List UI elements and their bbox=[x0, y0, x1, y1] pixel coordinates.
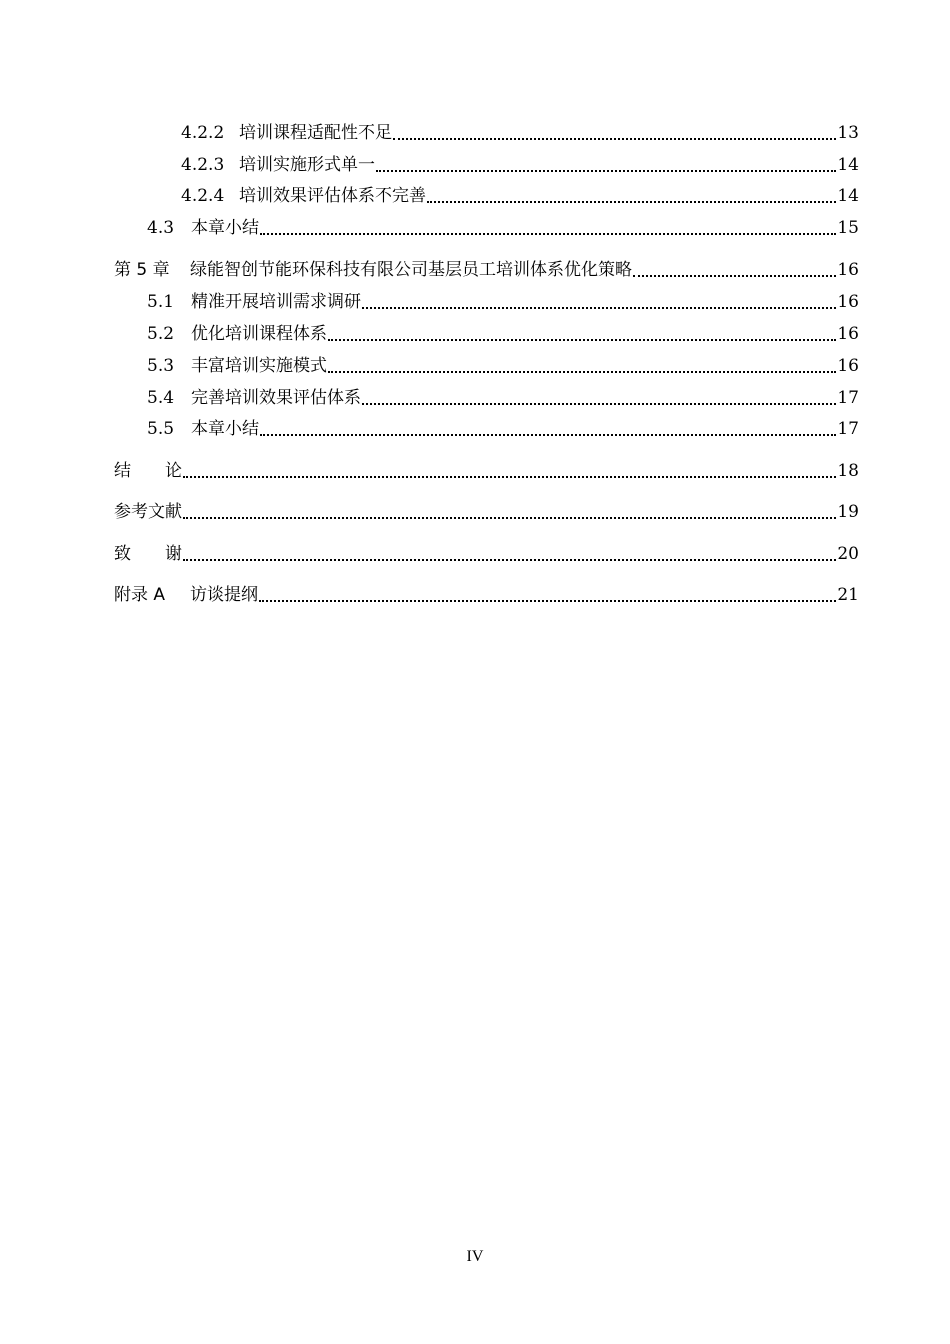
toc-entry-page: 20 bbox=[837, 544, 859, 564]
toc-entry-title: 丰富培训实施模式 bbox=[191, 356, 327, 376]
toc-entry-number: 5.5 bbox=[147, 419, 175, 439]
toc-entry-page: 18 bbox=[837, 461, 859, 481]
toc-entry[interactable] bbox=[181, 153, 859, 177]
toc-entry-number: 5.3 bbox=[147, 356, 175, 376]
toc-entry-page: 16 bbox=[837, 292, 859, 312]
toc-entry-page: 15 bbox=[837, 218, 859, 238]
toc-entry-number: 附录 A bbox=[114, 585, 166, 605]
toc-entry-page: 14 bbox=[837, 155, 859, 175]
toc-entry-title: 参考文献 bbox=[114, 502, 182, 522]
toc-entry[interactable] bbox=[147, 417, 859, 441]
toc-entry-number: 5.4 bbox=[147, 388, 175, 408]
toc-entry-title: 结 论 bbox=[114, 461, 182, 481]
dot-leader bbox=[183, 517, 836, 519]
toc-entry-number: 4.3 bbox=[147, 218, 175, 238]
toc-entry-page: 16 bbox=[837, 356, 859, 376]
toc-chapter-entry[interactable] bbox=[114, 258, 859, 282]
toc-entry-page: 19 bbox=[837, 502, 859, 522]
toc-entry-title: 优化培训课程体系 bbox=[191, 324, 327, 344]
toc-entry-number: 第 5 章 bbox=[114, 260, 170, 280]
toc-entry-page: 14 bbox=[837, 186, 859, 206]
toc-entry-page: 17 bbox=[837, 388, 859, 408]
toc-entry-title: 绿能智创节能环保科技有限公司基层员工培训体系优化策略 bbox=[190, 260, 632, 280]
toc-entry[interactable] bbox=[147, 216, 859, 240]
toc-entry-page: 16 bbox=[837, 260, 859, 280]
toc-entry-page: 16 bbox=[837, 324, 859, 344]
toc-entry-page: 17 bbox=[837, 419, 859, 439]
toc-entry-title: 精准开展培训需求调研 bbox=[191, 292, 361, 312]
dot-leader bbox=[633, 275, 836, 277]
dot-leader bbox=[362, 307, 836, 309]
toc-entry[interactable] bbox=[181, 184, 859, 208]
toc-entry[interactable] bbox=[147, 386, 859, 410]
toc-entry-number: 5.2 bbox=[147, 324, 175, 344]
dot-leader bbox=[393, 138, 836, 140]
toc-entry[interactable] bbox=[181, 121, 859, 145]
dot-leader bbox=[183, 476, 836, 478]
toc-entry[interactable] bbox=[147, 290, 859, 314]
dot-leader bbox=[328, 371, 836, 373]
toc-entry-title: 本章小结 bbox=[191, 218, 259, 238]
toc-entry-title: 培训课程适配性不足 bbox=[239, 123, 392, 143]
toc-entry-title: 培训效果评估体系不完善 bbox=[239, 186, 426, 206]
dot-leader bbox=[328, 339, 836, 341]
toc-chapter-entry[interactable] bbox=[114, 459, 859, 483]
dot-leader bbox=[376, 170, 836, 172]
dot-leader bbox=[260, 434, 836, 436]
toc-entry-number: 5.1 bbox=[147, 292, 175, 312]
toc-entry-page: 21 bbox=[837, 585, 859, 605]
page-number: IV bbox=[466, 1248, 484, 1265]
dot-leader bbox=[362, 403, 836, 405]
dot-leader bbox=[427, 201, 836, 203]
toc-entry-number: 4.2.3 bbox=[181, 155, 225, 175]
dot-leader bbox=[260, 233, 836, 235]
toc-entry-title: 访谈提纲 bbox=[190, 585, 258, 605]
toc-chapter-entry[interactable] bbox=[114, 542, 859, 566]
toc-entry-title: 致 谢 bbox=[114, 544, 182, 564]
toc-chapter-entry[interactable] bbox=[114, 583, 859, 607]
toc-entry-title: 本章小结 bbox=[191, 419, 259, 439]
toc-entry-title: 培训实施形式单一 bbox=[239, 155, 375, 175]
toc-entry[interactable] bbox=[147, 354, 859, 378]
toc-entry-number: 4.2.2 bbox=[181, 123, 225, 143]
toc-chapter-entry[interactable] bbox=[114, 500, 859, 524]
toc-entry-page: 13 bbox=[837, 123, 859, 143]
dot-leader bbox=[183, 559, 836, 561]
toc-entry-title: 完善培训效果评估体系 bbox=[191, 388, 361, 408]
toc-entry[interactable] bbox=[147, 322, 859, 346]
dot-leader bbox=[259, 600, 836, 602]
toc-entry-number: 4.2.4 bbox=[181, 186, 225, 206]
